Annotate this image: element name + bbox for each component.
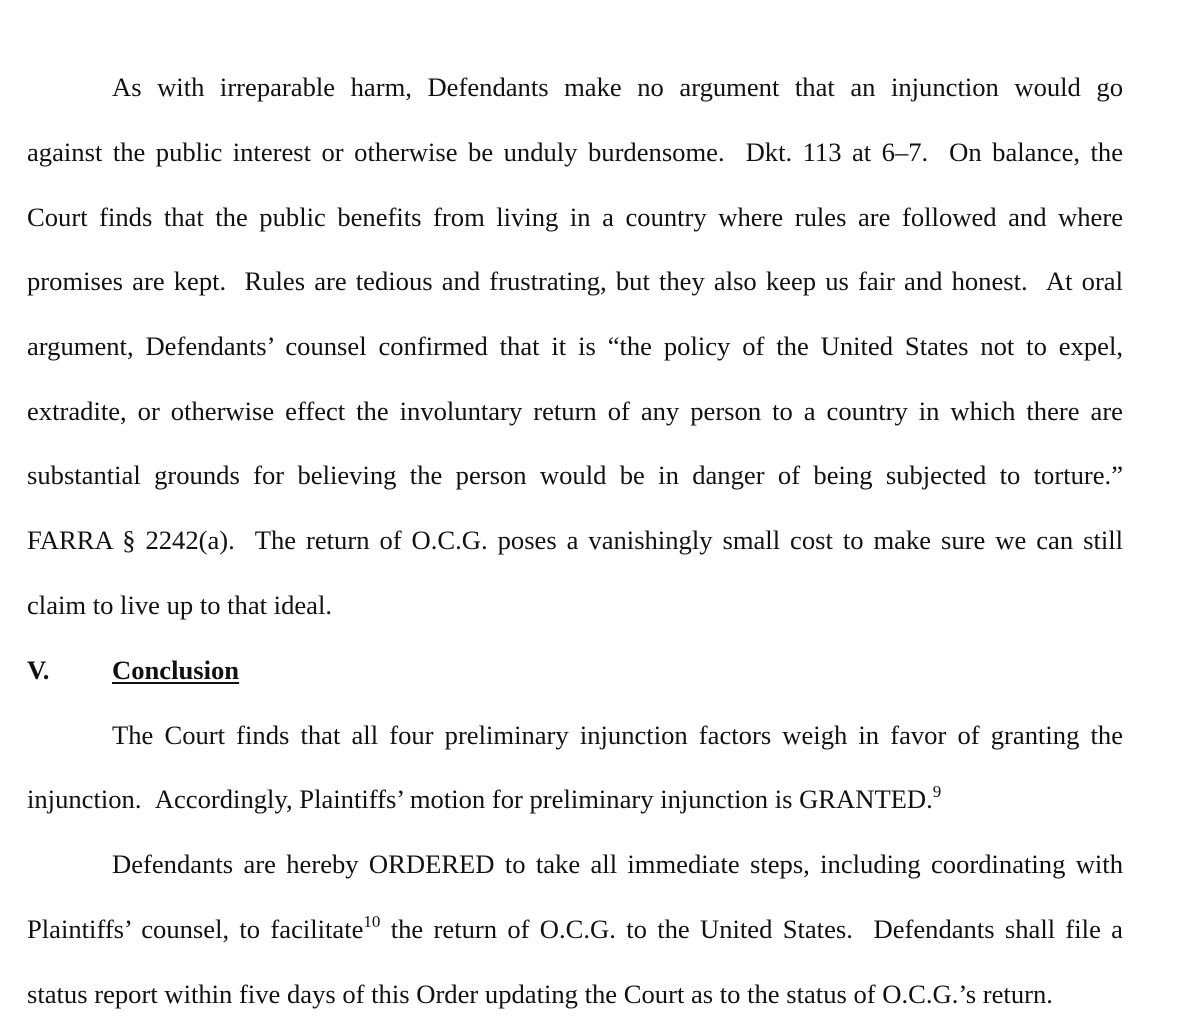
paragraph-3-line-2-before: Plaintiffs’ counsel, to facilitate [27, 914, 364, 944]
footnote-ref-9: 9 [932, 782, 942, 801]
paragraph-3-line-3: status report within five days of this Order updating the Court as to the status of O.C.G.’s return. [27, 979, 1053, 1009]
paragraph-3-line-1: Defendants are hereby ORDERED to take all immediate steps, including coordinating with [112, 849, 1123, 879]
paragraph-2-line-2-text: injunction. Accordingly, Plaintiffs’ motion for preliminary injunction is GRANTED. [27, 784, 933, 814]
paragraph-2-line-2 [27, 784, 1123, 814]
paragraph-1-line-4: promises are kept. Rules are tedious and frustrating, but they also keep us fair and honest. At oral [27, 266, 1123, 296]
section-title: Conclusion [112, 655, 240, 685]
paragraph-1-line-8: FARRA § 2242(a). The return of O.C.G. poses a vanishingly small cost to make sure we can still [27, 525, 1123, 555]
paragraph-1-line-3: Court finds that the public benefits from living in a country where rules are followed and where [27, 202, 1123, 232]
paragraph-3-line-2-after: the return of O.C.G. to the United States. Defendants shall file a [380, 914, 1123, 944]
paragraph-1-line-6: extradite, or otherwise effect the involuntary return of any person to a country in which there are [27, 396, 1123, 426]
paragraph-1-line-7: substantial grounds for believing the person would be in danger of being subjected to torture.” [27, 460, 1123, 490]
paragraph-3-line-2 [27, 914, 1123, 944]
paragraph-1-line-2: against the public interest or otherwise be unduly burdensome. Dkt. 113 at 6–7. On balance, the [27, 137, 1123, 167]
paragraph-1-line-9: claim to live up to that ideal. [27, 590, 333, 620]
footnote-ref-10: 10 [363, 912, 381, 931]
section-number: V. [27, 655, 50, 685]
paragraph-1-line-1: As with irreparable harm, Defendants make no argument that an injunction would go [112, 72, 1123, 102]
section-heading [27, 655, 239, 685]
paragraph-2-line-1: The Court finds that all four preliminary injunction factors weigh in favor of granting the [112, 720, 1123, 750]
paragraph-1-line-5: argument, Defendants’ counsel confirmed that it is “the policy of the United States not to expel, [27, 331, 1123, 361]
